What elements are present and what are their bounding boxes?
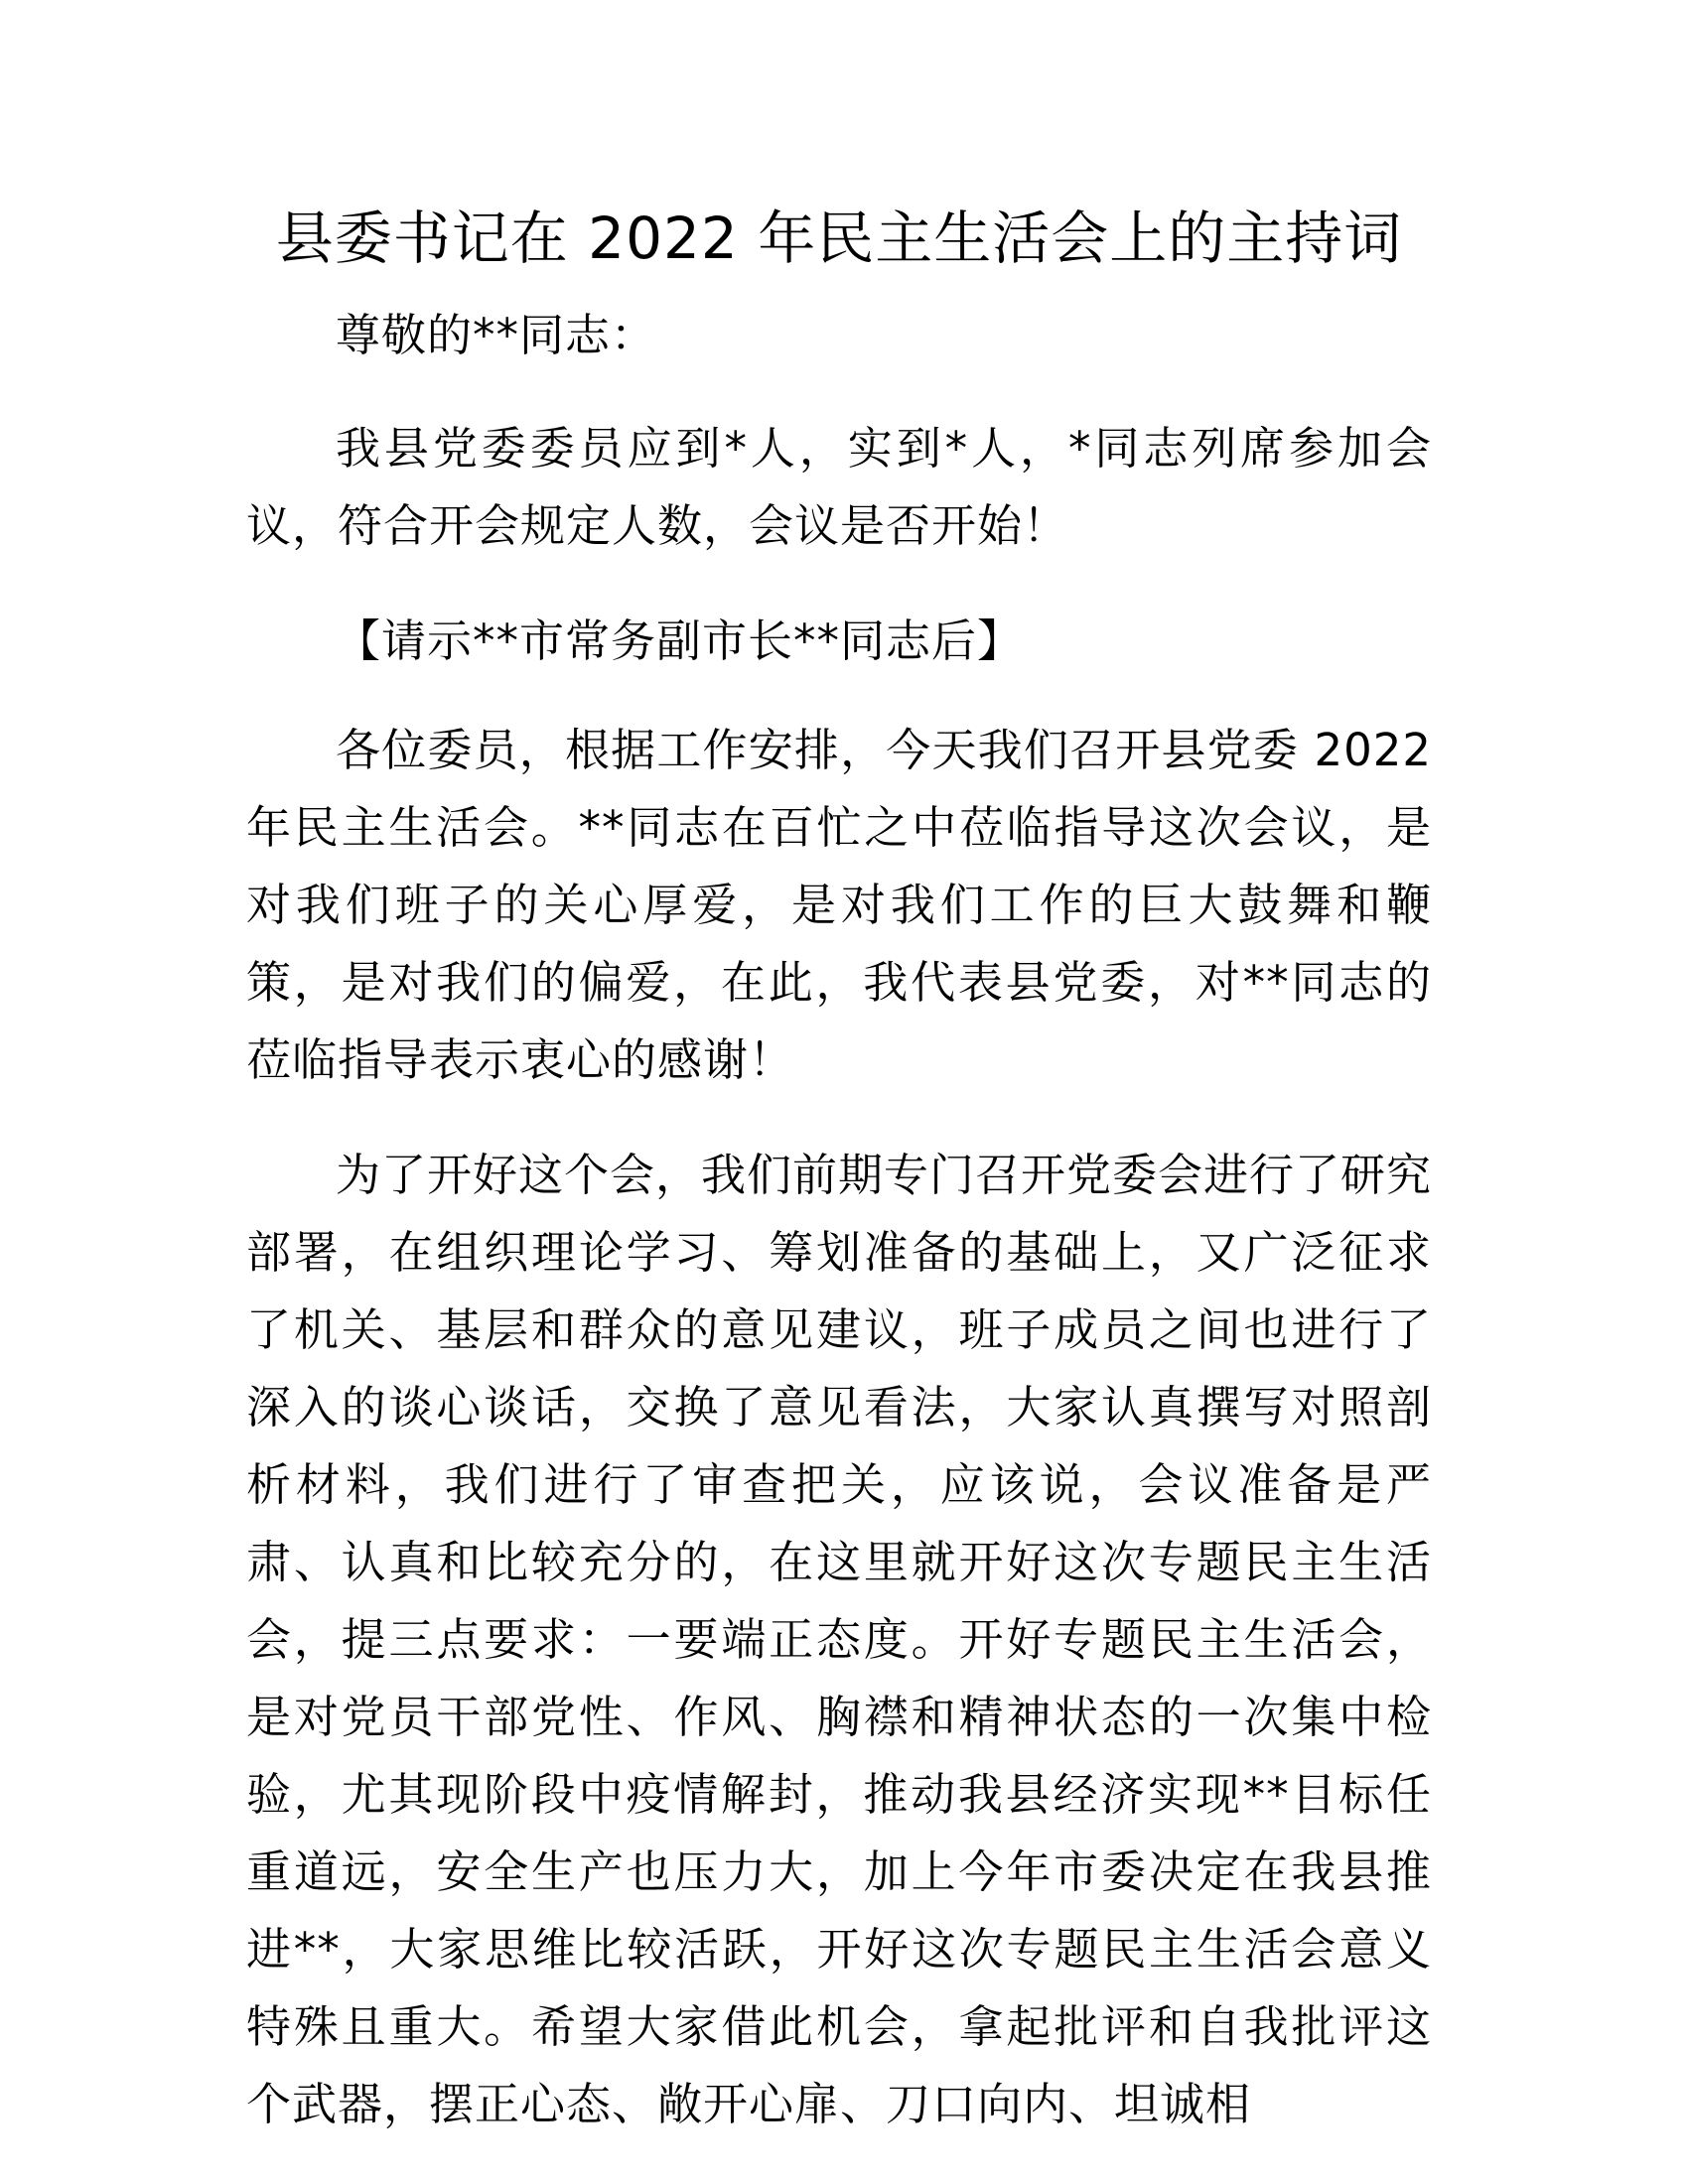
requirements-paragraph: 为了开好这个会，我们前期专门召开党委会进行了研究部署，在组织理论学习、筹划准备的基础上，又广泛征求了机关、基层和群众的意见建议，班子成员之间也进行了深入的谈心谈话，交换了意见看法，大家认真撰写对照剖析材料，我们进行了审查把关，应该说，会议准备是严肃、认真和比较充分的，在这里就开好这次专题民主生活会，提三点要求：一要端正态度。开好专题民主生活会，是对党员干部党性、作风、胸襟和精神状态的一次集中检验，尤其现阶段中疫情解封，推动我县经济实现**目标任重道远，安全生产也压力大，加上今年市委决定在我县推进**，大家思维比较活跃，开好这次专题民主生活会意义特殊且重大。希望大家借此机会，拿起批评和自我批评这个武器，摆正心态、敞开心扉、刀口向内、坦诚相 <box>246 1149 1433 2130</box>
opening-paragraph: 各位委员，根据工作安排，今天我们召开县党委 2022 年民主生活会。**同志在百忙之中莅临指导这次会议，是对我们班子的关心厚爱，是对我们工作的巨大鼓舞和鞭策，是对我们的偏爱，在此，我代表县党委，对**同志的莅临指导表示衷心的感谢！ <box>246 724 1432 1086</box>
document-page <box>246 194 1432 2181</box>
stage-direction-paragraph: 【请示**市常务副市长**同志后】 <box>336 614 1024 667</box>
attendance-paragraph: 我县党委委员应到*人，实到*人，*同志列席参加会议，符合开会规定人数，会议是否开始！ <box>246 422 1432 552</box>
document-title: 县委书记在 2022 年民主生活会上的主持词 <box>275 205 1403 272</box>
salutation-paragraph: 尊敬的**同志： <box>336 309 657 361</box>
